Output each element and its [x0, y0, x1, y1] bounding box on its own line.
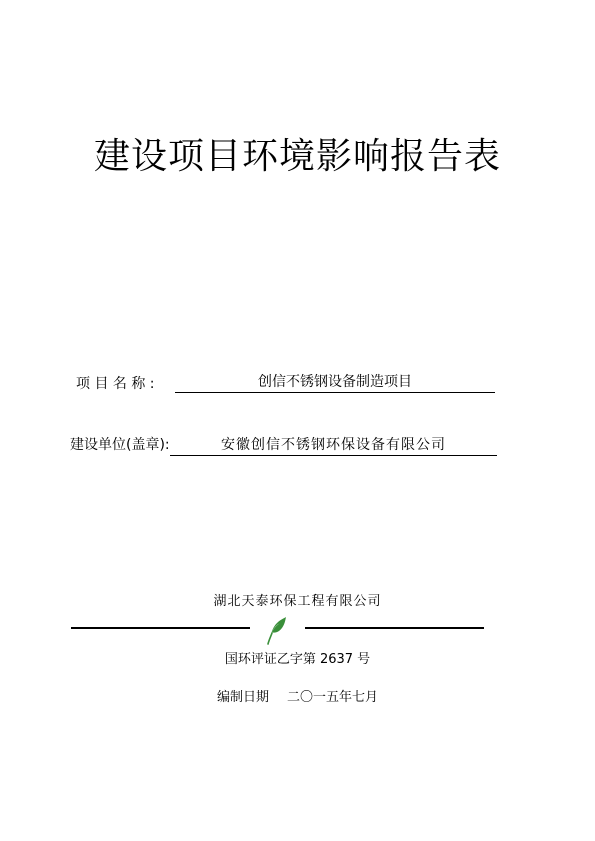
- leaf-logo-icon: [263, 614, 289, 646]
- compile-date-label: 编制日期: [216, 690, 269, 705]
- certificate-number: 国环评证乙字第 2637 号: [224, 652, 371, 667]
- document-title: 建设项目环境影响报告表: [93, 136, 501, 177]
- divider-right: [305, 627, 484, 629]
- divider-left: [71, 627, 250, 629]
- compile-date-row: [0, 688, 595, 708]
- project-name-value: 创信不锈钢设备制造项目: [175, 372, 495, 393]
- construction-unit-value: [170, 435, 497, 456]
- issuer-company: 湖北天泰环保工程有限公司: [213, 594, 382, 609]
- construction-unit-label: 建设单位(盖章):: [70, 437, 170, 453]
- project-name-label: 项 目 名 称 :: [76, 376, 155, 392]
- construction-unit-text: 安徽创信不锈钢环保设备有限公司: [221, 437, 446, 453]
- compile-date-value: 二〇一五年七月: [287, 690, 379, 705]
